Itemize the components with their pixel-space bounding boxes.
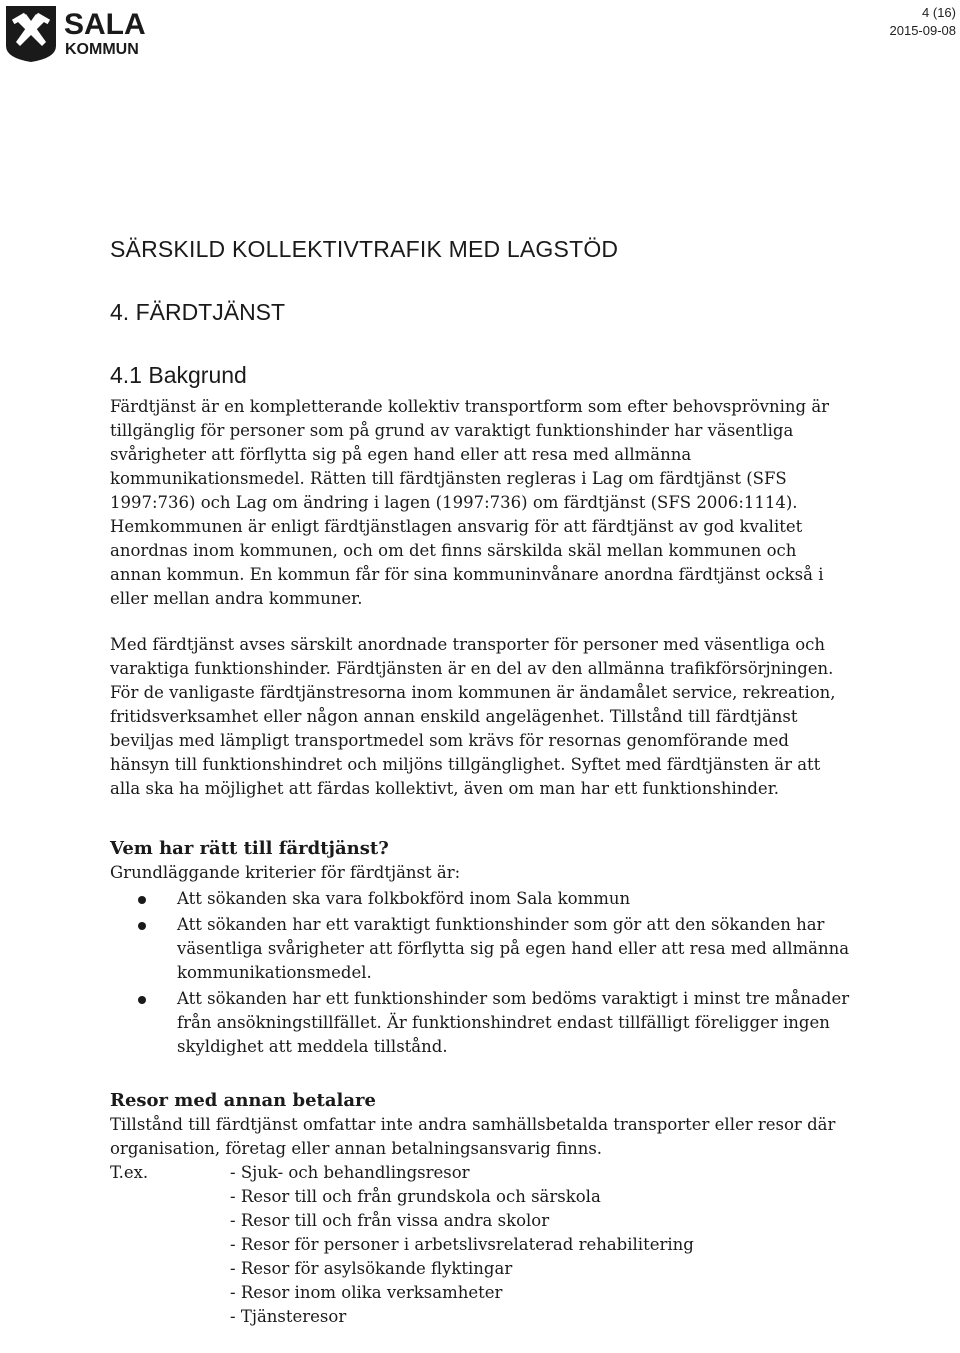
examples-block <box>110 1161 850 1329</box>
list-item <box>110 913 850 985</box>
page-meta <box>890 4 957 40</box>
list-item: - Resor för personer i arbetslivsrelaterad rehabilitering <box>230 1235 694 1254</box>
logo-text-kommun: KOMMUN <box>65 41 139 58</box>
list-item: - Resor till och från grundskola och särskola <box>230 1187 601 1206</box>
background-paragraph-2: Med färdtjänst avses särskilt anordnade transporter för personer med väsentliga och varaktiga funktionshinder. Färdtjänsten är en del av den allmänna trafikförsörjningen. För de vanligaste färdtjänstresorna inom kommunen är ändamålet service, rekreation, fritidsverksamhet eller någon annan enskild angelägenhet. Tillstånd till färdtjänst beviljas med lämpligt transportmedel som krävs för resornas genomförande med hänsyn till funktionshindret och miljöns tillgänglighet. Syftet med färdtjänsten är att alla ska ha möjlighet att färdas kollektivt, även om man har ett funktionshinder. <box>110 635 836 798</box>
other-payer-paragraph: Tillstånd till färdtjänst omfattar inte andra samhällsbetalda transporter eller resor där organisation, företag eller annan betalningsansvarig finns. <box>110 1115 836 1158</box>
chapter-heading: 4. FÄRDTJÄNST <box>110 299 286 325</box>
logo-text-sala: SALA <box>64 8 146 41</box>
bullet-icon <box>138 996 146 1004</box>
criteria-text: Att sökanden har ett funktionshinder som bedöms varaktigt i minst tre månader från ansökningstillfället. Är funktionshindret endast tillfälligt föreligger ingen skyldighet att meddela tillstånd. <box>177 989 850 1056</box>
list-item <box>110 887 850 911</box>
eligibility-heading: Vem har rätt till färdtjänst? <box>110 838 389 859</box>
examples-list <box>110 1161 850 1329</box>
list-item: - Resor för asylsökande flyktingar <box>230 1259 513 1278</box>
document-body <box>110 236 850 1329</box>
bullet-icon <box>138 922 146 930</box>
criteria-text: Att sökanden ska vara folkbokförd inom Sala kommun <box>177 889 631 908</box>
logo-graphic <box>2 2 152 64</box>
background-paragraph-1: Färdtjänst är en kompletterande kollektiv transportform som efter behovsprövning är tillgänglig för personer som på grund av varaktigt funktionshinder har väsentliga svårigheter att förflytta sig på egen hand eller att resa med allmänna kommunikationsmedel. Rätten till färdtjänsten regleras i Lag om färdtjänst (SFS 1997:736) och Lag om ändring i lagen (1997:736) om färdtjänst (SFS 2006:1114). Hemkommunen är enligt färdtjänstlagen ansvarig för att färdtjänst av god kvalitet anordnas inom kommunen, och om det finns särskilda skäl mellan kommunen och annan kommun. En kommun får för sina kommuninvånare anordna färdtjänst också i eller mellan andra kommuner. <box>110 397 830 608</box>
page-number: 4 (16) <box>922 5 956 20</box>
criteria-text: Att sökanden har ett varaktigt funktionshinder som gör att den sökanden har väsentliga svårigheter att förflytta sig på egen hand eller att resa med allmänna kommunikationsmedel. <box>177 915 850 982</box>
section-heading: 4.1 Bakgrund <box>110 362 247 388</box>
criteria-list <box>110 887 850 1059</box>
list-item: - Sjuk- och behandlingsresor <box>230 1163 470 1182</box>
list-item: - Resor till och från vissa andra skolor <box>230 1211 550 1230</box>
other-payer-heading: Resor med annan betalare <box>110 1090 376 1111</box>
examples-label: T.ex. <box>110 1163 149 1182</box>
list-item <box>110 987 850 1059</box>
list-item: - Resor inom olika verksamheter <box>230 1283 503 1302</box>
sala-kommun-logo <box>2 2 152 64</box>
main-heading: SÄRSKILD KOLLEKTIVTRAFIK MED LAGSTÖD <box>110 236 619 262</box>
list-item: - Tjänsteresor <box>230 1307 347 1326</box>
bullet-icon <box>138 896 146 904</box>
eligibility-lead: Grundläggande kriterier för färdtjänst är: <box>110 863 461 882</box>
document-date: 2015-09-08 <box>889 23 956 38</box>
